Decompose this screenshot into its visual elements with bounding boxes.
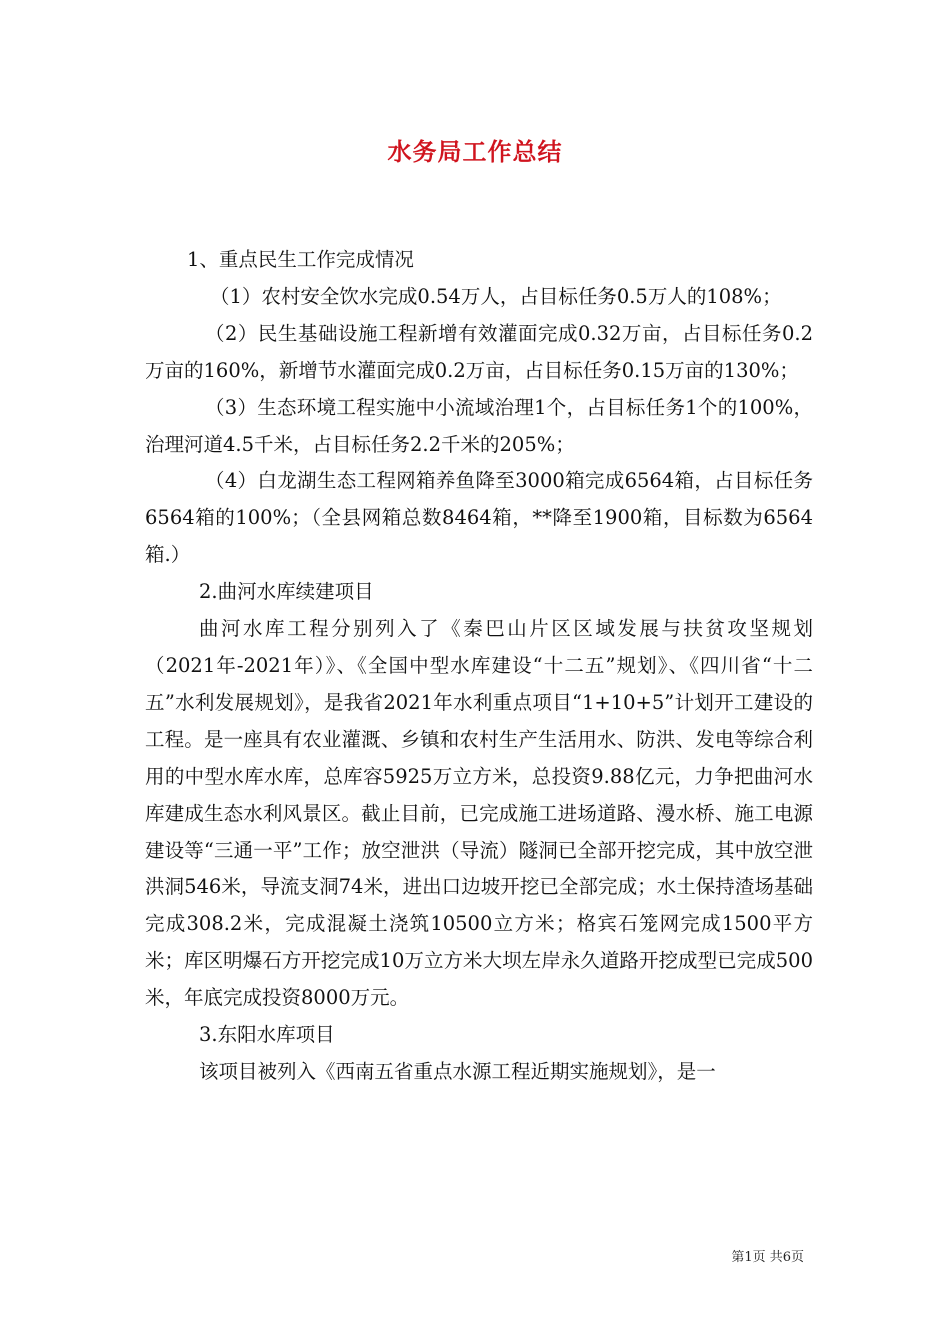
section1-heading: 1、重点民生工作完成情况 bbox=[187, 248, 414, 271]
page-number: 第1页 共6页 bbox=[731, 1250, 804, 1265]
document-body bbox=[145, 242, 813, 1091]
section3-heading: 3.东阳水库项目 bbox=[199, 1023, 335, 1047]
section3-paragraph: 该项目被列入《西南五省重点水源工程近期实施规划》，是一 bbox=[199, 1059, 716, 1083]
list-item-4: （4）白龙湖生态工程网箱养鱼降至3000箱完成6564箱，占目标任务6564箱的100%；（全县网箱总数8464箱，**降至1900箱，目标数为6564箱.） bbox=[145, 469, 813, 567]
list-item-1: （1）农村安全饮水完成0.54万人，占目标任务0.5万人的108%； bbox=[210, 284, 782, 308]
list-item-3: （3）生态环境工程实施中小流域治理1个，占目标任务1个的100%，治理河道4.5千米，占目标任务2.2千米的205%； bbox=[145, 395, 813, 456]
document-title: 水务局工作总结 bbox=[387, 138, 563, 166]
section2-paragraph: 曲河水库工程分别列入了《秦巴山片区区域发展与扶贫攻坚规划（2021年-2021年）》、《全国中型水库建设“十二五”规划》、《四川省“十二五”水利发展规划》，是我省2021年水利重点项目“1+10+5”计划开工建设的工程。是一座具有农业灌溉、乡镇和农村生产生活用水、防洪、发电等综合利用的中型水库水库，总库容5925万立方米，总投资9.88亿元，力争把曲河水库建成生态水利风景区。截止目前，已完成施工进场道路、漫水桥、施工电源建设等“三通一平”工作；放空泄洪（导流）隧洞已全部开挖完成，其中放空泄洪洞546米，导流支洞74米，进出口边坡开挖已全部完成；水土保持渣场基础完成308.2米，完成混凝土浇筑10500立方米；格宾石笼网完成1500平方米；库区明爆石方开挖完成10万立方米大坝左岸永久道路开挖成型已完成500米，年底完成投资8000万元。 bbox=[145, 617, 813, 1010]
list-item-2: （2）民生基础设施工程新增有效灌面完成0.32万亩，占目标任务0.2万亩的160%，新增节水灌面完成0.2万亩，占目标任务0.15万亩的130%； bbox=[145, 321, 813, 382]
section2-heading: 2.曲河水库续建项目 bbox=[199, 580, 374, 604]
